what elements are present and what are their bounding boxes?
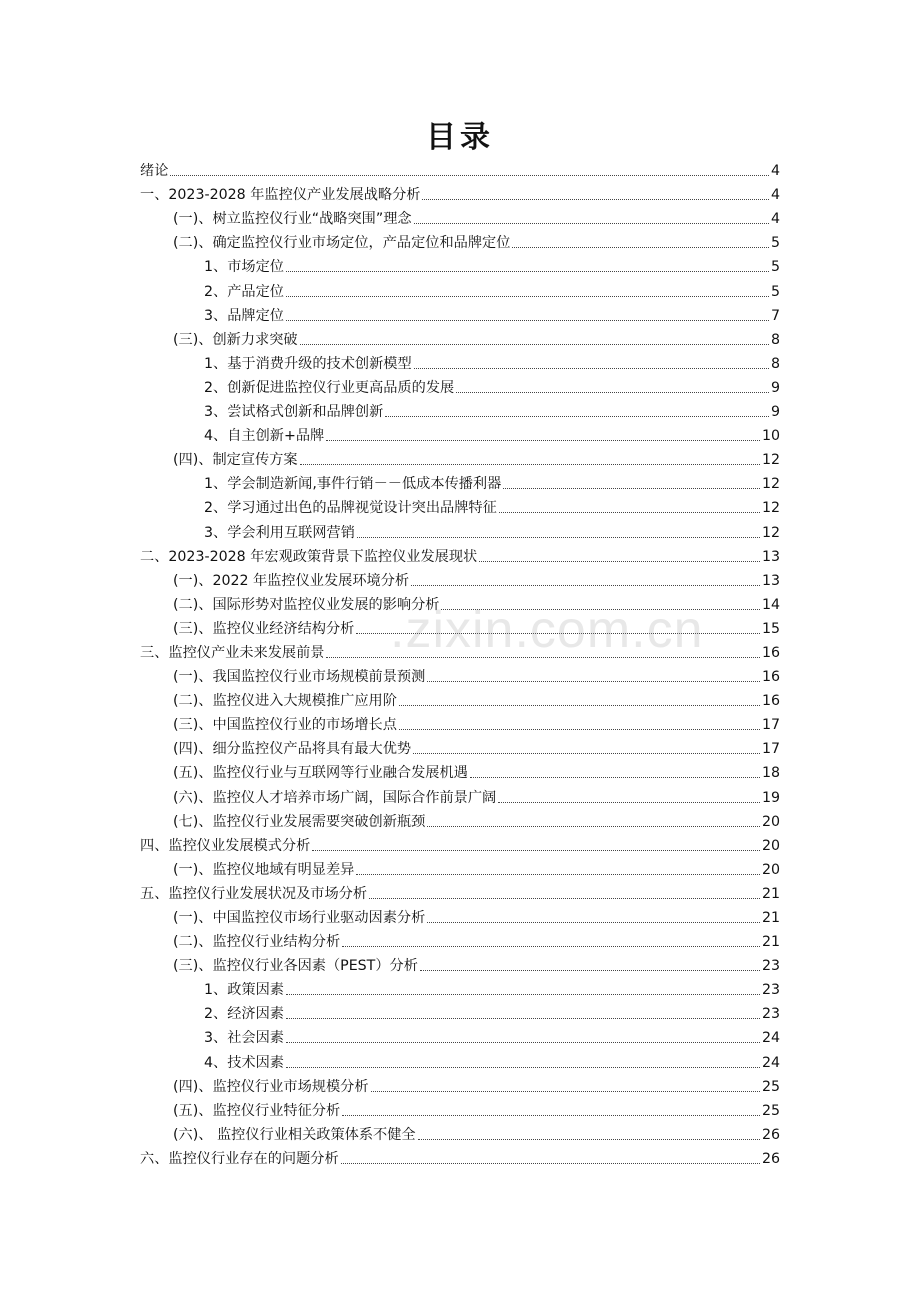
toc-entry-label: 2、经济因素 (204, 1006, 284, 1023)
toc-entry-page: 15 (761, 620, 780, 637)
dot-leader (441, 608, 759, 610)
toc-entry-label: 1、政策因素 (204, 982, 284, 999)
dot-leader (456, 391, 769, 393)
toc-entry[interactable] (140, 976, 780, 1000)
toc-entry-label: (四)、制定宣传方案 (173, 452, 298, 469)
toc-entry-page: 7 (770, 307, 780, 324)
toc-entry-page: 4 (770, 187, 780, 204)
toc-entry-page: 16 (761, 644, 780, 661)
dot-leader (371, 1090, 760, 1092)
toc-entry-label: (二)、国际形势对监控仪业发展的影响分析 (173, 596, 440, 613)
dot-leader (418, 1138, 760, 1140)
toc-entry[interactable] (140, 808, 780, 832)
toc-entry-page: 8 (770, 355, 780, 372)
toc-entry[interactable] (140, 350, 780, 374)
page-title: 目录 (426, 120, 494, 155)
toc-entry[interactable] (140, 615, 780, 639)
toc-entry[interactable] (140, 687, 780, 711)
toc-entry-page: 12 (761, 476, 780, 493)
toc-entry-page: 13 (761, 548, 780, 565)
toc-entry-page: 9 (770, 404, 780, 421)
toc-entry-page: 5 (770, 235, 780, 252)
toc-entry[interactable] (140, 856, 780, 880)
toc-entry-label: (一)、2022 年监控仪业发展环境分析 (173, 572, 410, 589)
toc-entry-page: 16 (761, 669, 780, 686)
dot-leader (357, 536, 760, 538)
toc-entry-page: 12 (761, 524, 780, 541)
dot-leader (286, 993, 760, 995)
toc-entry-label: (七)、监控仪行业发展需要突破创新瓶颈 (173, 813, 426, 830)
toc-entry-label: (六)、 监控仪行业相关政策体系不健全 (173, 1126, 416, 1143)
toc-entry[interactable] (140, 446, 780, 470)
toc-entry[interactable] (140, 952, 780, 976)
dot-leader (286, 1041, 760, 1043)
toc-entry-label: 4、技术因素 (204, 1054, 284, 1071)
dot-leader (413, 752, 760, 754)
dot-leader (422, 198, 769, 200)
toc-entry[interactable] (140, 518, 780, 542)
toc-entry-page: 26 (761, 1126, 780, 1143)
dot-leader (326, 439, 760, 441)
dot-leader (286, 319, 769, 321)
dot-leader (399, 728, 760, 730)
toc-entry-page: 20 (761, 861, 780, 878)
toc-entry-label: 一、2023-2028 年监控仪产业发展战略分析 (140, 187, 421, 204)
dot-leader (356, 632, 760, 634)
toc-entry-page: 20 (761, 837, 780, 854)
toc-entry[interactable] (140, 302, 780, 326)
dot-leader (470, 776, 760, 778)
toc-entry-page: 17 (761, 717, 780, 734)
toc-entry-page: 4 (770, 163, 780, 180)
toc-entry-page: 24 (761, 1030, 780, 1047)
toc-entry-page: 10 (761, 428, 780, 445)
toc-entry-label: 五、监控仪行业发展状况及市场分析 (140, 885, 368, 902)
toc-entry-page: 24 (761, 1054, 780, 1071)
toc-entry[interactable] (140, 759, 780, 783)
toc-entry[interactable] (140, 663, 780, 687)
toc-entry-label: (一)、中国监控仪市场行业驱动因素分析 (173, 910, 426, 926)
toc-entry-label: (三)、中国监控仪行业的市场增长点 (173, 717, 397, 734)
toc-entry-page: 13 (761, 572, 780, 589)
toc-entry-page: 4 (770, 211, 780, 228)
toc-entry-page: 9 (770, 379, 780, 396)
toc-entry-page: 5 (770, 259, 780, 276)
toc-entry-label: (三)、创新力求突破 (173, 331, 298, 348)
dot-leader (499, 511, 760, 513)
toc-entry-page: 23 (761, 1006, 780, 1023)
toc-entry[interactable] (140, 374, 780, 398)
toc-entry-page: 19 (761, 789, 780, 806)
toc-entry-page: 18 (761, 765, 780, 782)
toc-entry-label: (二)、监控仪进入大规模推广应用阶 (173, 693, 397, 710)
dot-leader (286, 295, 769, 297)
toc-entry-page: 16 (761, 693, 780, 710)
toc-entry[interactable] (140, 543, 780, 567)
dot-leader (414, 367, 769, 369)
dot-leader (300, 343, 769, 345)
toc-entry-label: (三)、监控仪业经济结构分析 (173, 620, 355, 637)
dot-leader (286, 1066, 760, 1068)
toc-entry[interactable] (140, 1048, 780, 1072)
table-of-contents (140, 157, 780, 1169)
dot-leader (498, 801, 760, 803)
toc-entry-label: (一)、我国监控仪行业市场规模前景预测 (173, 669, 426, 686)
toc-entry-page: 23 (761, 982, 780, 999)
toc-entry-label: (二)、确定监控仪行业市场定位，产品定位和品牌定位 (173, 235, 511, 252)
toc-entry-label: 3、社会因素 (204, 1030, 284, 1047)
toc-entry-label: (四)、监控仪行业市场规模分析 (173, 1078, 369, 1095)
dot-leader (356, 873, 760, 875)
toc-entry-page: 14 (761, 596, 780, 613)
toc-entry-page: 25 (761, 1102, 780, 1119)
toc-entry-label: 四、监控仪业发展模式分析 (140, 837, 311, 854)
toc-entry-page: 21 (761, 934, 780, 951)
toc-entry-label: 2、产品定位 (204, 283, 284, 300)
toc-entry[interactable] (140, 567, 780, 591)
toc-entry-page: 21 (761, 885, 780, 902)
toc-entry-label: 3、学会利用互联网营销 (204, 524, 355, 541)
toc-entry-page: 12 (761, 500, 780, 517)
toc-entry-label: 2、学习通过出色的品牌视觉设计突出品牌特征 (204, 500, 497, 517)
toc-entry[interactable] (140, 470, 780, 494)
dot-leader (399, 704, 760, 706)
toc-entry[interactable] (140, 494, 780, 518)
toc-entry-label: 2、创新促进监控仪行业更高品质的发展 (204, 379, 455, 396)
dot-leader (286, 1017, 760, 1019)
dot-leader (427, 680, 760, 682)
dot-leader (300, 463, 760, 465)
toc-entry-label: (四)、细分监控仪产品将具有最大优势 (173, 741, 412, 758)
toc-entry[interactable] (140, 928, 780, 952)
dot-leader (342, 945, 760, 947)
toc-entry[interactable] (140, 326, 780, 350)
toc-entry-page: 8 (770, 331, 780, 348)
toc-entry[interactable] (140, 1097, 780, 1121)
toc-entry-page: 23 (761, 958, 780, 975)
toc-entry-label: 二、2023-2028 年宏观政策背景下监控仪业发展现状 (140, 548, 478, 565)
toc-entry[interactable] (140, 735, 780, 759)
toc-entry[interactable] (140, 277, 780, 301)
toc-entry[interactable] (140, 591, 780, 615)
toc-entry-label: 1、基于消费升级的技术创新模型 (204, 355, 412, 372)
dot-leader (427, 921, 760, 923)
dot-leader (414, 222, 769, 224)
toc-entry[interactable] (140, 639, 780, 663)
toc-entry-label: 绪论 (140, 163, 169, 180)
toc-entry-label: (三)、监控仪行业各因素（PEST）分析 (173, 958, 418, 975)
toc-entry-page: 17 (761, 741, 780, 758)
toc-entry-page: 12 (761, 452, 780, 469)
toc-entry-page: 5 (770, 283, 780, 300)
toc-entry[interactable] (140, 229, 780, 253)
toc-entry-page: 25 (761, 1078, 780, 1095)
dot-leader (369, 897, 760, 899)
toc-entry-label: (二)、监控仪行业结构分析 (173, 934, 341, 951)
dot-leader (326, 656, 759, 658)
toc-entry[interactable] (140, 1145, 780, 1169)
toc-entry-label: 三、监控仪产业未来发展前景 (140, 644, 325, 661)
toc-entry[interactable] (140, 1000, 780, 1024)
dot-leader (411, 584, 760, 586)
toc-entry-page: 21 (761, 910, 780, 926)
toc-entry[interactable] (140, 832, 780, 856)
toc-entry[interactable] (140, 253, 780, 277)
toc-entry-label: (六)、监控仪人才培养市场广阔，国际合作前景广阔 (173, 789, 497, 806)
toc-entry-label: 4、自主创新+品牌 (204, 428, 325, 445)
toc-entry[interactable] (140, 157, 780, 181)
toc-entry[interactable] (140, 1121, 780, 1145)
toc-entry[interactable] (140, 783, 780, 807)
toc-entry-label: 3、尝试格式创新和品牌创新 (204, 404, 384, 421)
dot-leader (420, 969, 760, 971)
watermark: .zixin.com.cn (390, 601, 704, 659)
toc-entry-label: (五)、监控仪行业与互联网等行业融合发展机遇 (173, 765, 468, 782)
dot-leader (341, 1162, 760, 1164)
dot-leader (503, 487, 760, 489)
dot-leader (342, 1114, 760, 1116)
dot-leader (385, 415, 769, 417)
toc-entry-label: (一)、树立监控仪行业“战略突围”理念 (173, 211, 412, 228)
dot-leader (286, 270, 769, 272)
toc-entry[interactable] (140, 422, 780, 446)
toc-entry[interactable] (140, 880, 780, 904)
toc-entry-label: 1、学会制造新闻,事件行销－－低成本传播利器 (204, 476, 502, 493)
toc-entry[interactable] (140, 181, 780, 205)
toc-entry-label: 六、监控仪行业存在的问题分析 (140, 1150, 339, 1167)
toc-entry-page: 26 (761, 1150, 780, 1167)
toc-entry-label: (一)、监控仪地域有明显差异 (173, 861, 355, 878)
dot-leader (479, 560, 760, 562)
toc-entry-label: 1、市场定位 (204, 259, 284, 276)
dot-leader (512, 246, 769, 248)
toc-entry[interactable] (140, 1073, 780, 1097)
toc-entry[interactable] (140, 398, 780, 422)
toc-entry[interactable] (140, 711, 780, 735)
dot-leader (427, 825, 760, 827)
toc-entry-label: (五)、监控仪行业特征分析 (173, 1102, 341, 1119)
toc-entry[interactable] (140, 1024, 780, 1048)
toc-entry[interactable] (140, 205, 780, 229)
dot-leader (312, 849, 760, 851)
dot-leader (170, 174, 769, 176)
toc-entry[interactable] (140, 904, 780, 928)
toc-entry-label: 3、品牌定位 (204, 307, 284, 324)
toc-entry-page: 20 (761, 813, 780, 830)
